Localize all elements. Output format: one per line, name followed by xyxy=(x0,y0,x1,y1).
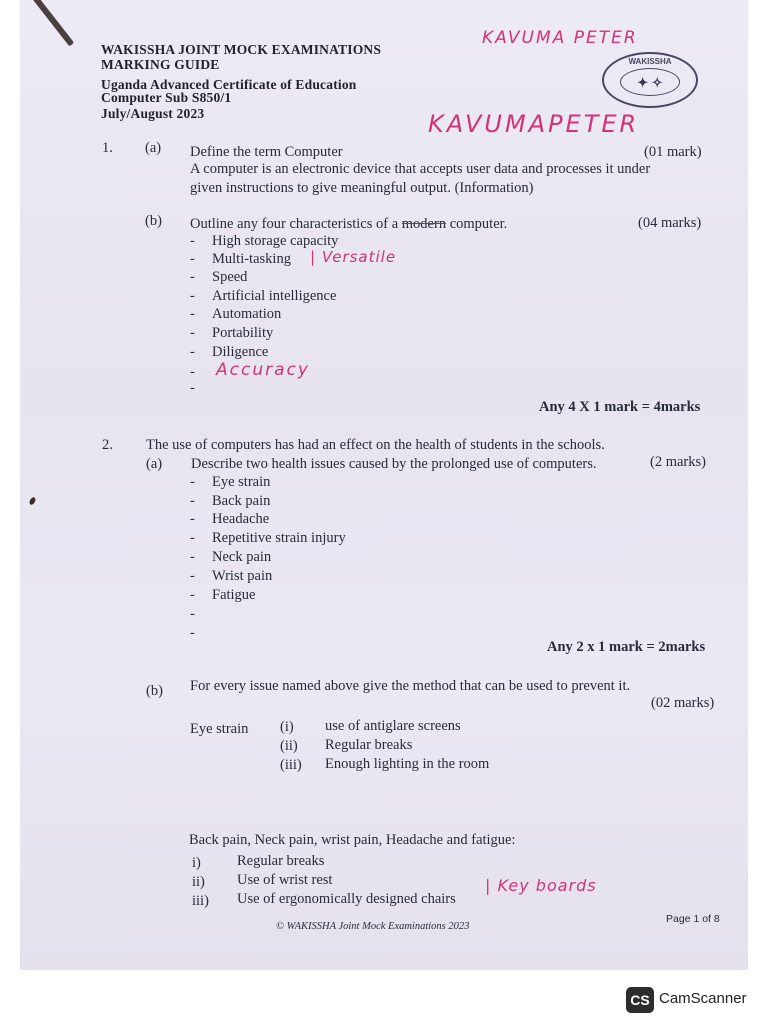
handwritten-keyboards: | Key boards xyxy=(485,876,597,895)
q1a-answer-line2: given instructions to give meaningful output. (Information) xyxy=(190,180,534,196)
logo-emblem-icon: ✦ ✧ xyxy=(637,75,663,90)
q1a-label: (a) xyxy=(145,140,162,156)
q2b-label: (b) xyxy=(146,683,163,699)
q2a-item: Eye strain xyxy=(212,474,271,490)
guide-title: MARKING GUIDE xyxy=(101,57,220,72)
q2a-item: Neck pain xyxy=(212,549,272,565)
q1b-item: Automation xyxy=(212,306,282,322)
document-page xyxy=(20,0,748,970)
q2a-item: Fatigue xyxy=(212,587,256,603)
q2a-item: Headache xyxy=(212,511,270,527)
list-dash: - xyxy=(190,606,195,622)
exam-title: WAKISSHA JOINT MOCK EXAMINATIONS xyxy=(101,42,382,57)
list-dash: - xyxy=(190,511,195,527)
q1-number: 1. xyxy=(102,140,113,156)
list-dash: - xyxy=(190,306,195,322)
q2a-item: Wrist pain xyxy=(212,568,273,584)
pen-mark xyxy=(30,0,74,46)
q1b-question xyxy=(190,216,507,233)
q1b-item: Speed xyxy=(212,269,248,285)
list-dash: - xyxy=(190,251,195,267)
subject-line: Computer Sub S850/1 xyxy=(101,90,232,105)
prevention-number: ii) xyxy=(192,874,205,890)
camscanner-label: CamScanner xyxy=(659,990,747,1007)
wakissha-logo xyxy=(602,52,698,108)
q2b-question: For every issue named above give the method that can be used to prevent it. xyxy=(190,678,631,694)
q1b-item: Portability xyxy=(212,325,274,341)
page-number: Page 1 of 8 xyxy=(666,913,720,925)
prevention-item: Regular breaks xyxy=(237,853,325,869)
q2a-item: Repetitive strain injury xyxy=(212,530,346,546)
list-dash: - xyxy=(190,288,195,304)
list-dash: - xyxy=(190,269,195,285)
q1b-question-strike: modern xyxy=(401,216,447,232)
logo-text: WAKISSHA xyxy=(628,57,672,66)
list-dash: - xyxy=(190,364,195,380)
list-dash: - xyxy=(190,530,195,546)
handwritten-versatile-text: Versatile xyxy=(321,248,397,266)
prevention-number: iii) xyxy=(192,893,209,909)
ink-dot xyxy=(28,496,36,505)
list-dash: - xyxy=(190,549,195,565)
back-pain-label: Back pain, Neck pain, wrist pain, Headache and fatigue: xyxy=(189,832,516,848)
handwritten-name-middle: KAVUMAPETER xyxy=(428,110,640,138)
q2a-question: Describe two health issues caused by the prolonged use of computers. xyxy=(191,456,597,472)
q2a-total: Any 2 x 1 mark = 2marks xyxy=(547,639,706,655)
q1b-item: Diligence xyxy=(212,344,269,360)
list-dash: - xyxy=(190,625,195,641)
q1b-item: High storage capacity xyxy=(212,233,339,249)
q1b-question-post: computer. xyxy=(446,216,508,232)
prevention-item: Use of ergonomically designed chairs xyxy=(237,891,456,907)
list-dash: - xyxy=(190,587,195,603)
prevention-number: i) xyxy=(192,855,201,871)
handwritten-name-top: KAVUMA PETER xyxy=(482,28,638,48)
list-dash: - xyxy=(190,380,195,396)
camscanner-logo-icon: CS xyxy=(626,987,654,1013)
copyright-footer: © WAKISSHA Joint Mock Examinations 2023 xyxy=(276,921,470,932)
prevention-number: (i) xyxy=(280,719,294,735)
q1a-question: Define the term Computer xyxy=(190,144,343,160)
q1b-label: (b) xyxy=(145,213,162,229)
list-dash: - xyxy=(190,325,195,341)
date-line: July/August 2023 xyxy=(101,106,205,121)
handwritten-versatile: | Versatile xyxy=(310,248,397,266)
prevention-item: Use of wrist rest xyxy=(237,872,333,888)
q1b-question-pre: Outline any four characteristics of a xyxy=(190,216,402,232)
q1b-item: Artificial intelligence xyxy=(212,288,337,304)
prevention-number: (ii) xyxy=(280,738,298,754)
prevention-number: (iii) xyxy=(280,757,302,773)
list-dash: - xyxy=(190,493,195,509)
prevention-item: Regular breaks xyxy=(325,737,413,753)
list-dash: - xyxy=(190,344,195,360)
q2b-marks: (02 marks) xyxy=(651,695,715,711)
q2-intro: The use of computers has had an effect on the health of students in the schools. xyxy=(146,437,605,453)
q2a-item: Back pain xyxy=(212,493,271,509)
q1a-answer-line1: A computer is an electronic device that accepts user data and processes it under xyxy=(190,161,651,177)
list-dash: - xyxy=(190,474,195,490)
handwritten-accuracy: Accuracy xyxy=(216,360,310,380)
q2a-label: (a) xyxy=(146,456,163,472)
list-dash: - xyxy=(190,568,195,584)
prevention-item: Enough lighting in the room xyxy=(325,756,490,772)
certificate-line: Uganda Advanced Certificate of Education xyxy=(101,77,357,92)
q1a-marks: (01 mark) xyxy=(644,144,702,160)
q1b-item: Multi-tasking xyxy=(212,251,291,267)
prevention-item: use of antiglare screens xyxy=(325,718,461,734)
q2-number: 2. xyxy=(102,437,113,453)
list-dash: - xyxy=(190,233,195,249)
eye-strain-label: Eye strain xyxy=(190,721,249,737)
q1b-total: Any 4 X 1 mark = 4marks xyxy=(539,399,701,415)
q2a-marks: (2 marks) xyxy=(650,454,706,470)
q1b-marks: (04 marks) xyxy=(638,215,702,231)
